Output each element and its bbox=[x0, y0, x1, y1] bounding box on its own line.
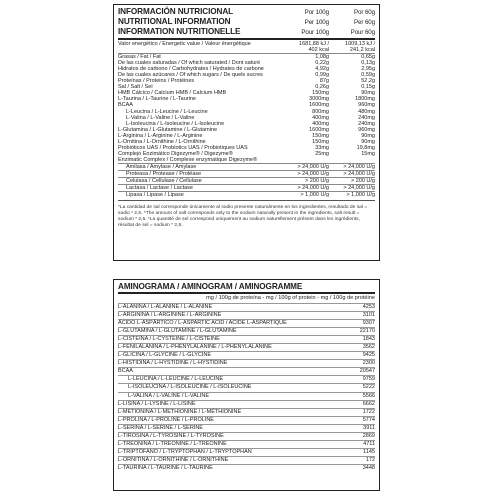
salt-footnote: *La cantidad de sal corresponde únicamente al sodio presente naturalmente en los ingredientes, resultado de sal = sodio * 2,5. *The amount of salt corresponds only to the sodium naturally present in the ingredients, salt result = sodium * 2,5. *La quantité de sel correspond uniquement au sodium naturellement présent dans les ingrédients, résultat de sel = sodium * 2,5. bbox=[118, 205, 368, 229]
nutrient-label: Amilasa / Amylase / Amylase bbox=[126, 163, 197, 170]
nutrition-header-title: INFORMACIÓN NUTRICIONAL bbox=[118, 7, 234, 16]
nutrient-row bbox=[118, 163, 375, 170]
amino-acid-value: 9307 bbox=[362, 320, 375, 327]
nutrition-facts-panel bbox=[113, 4, 380, 261]
nutrient-value-60g: 960mg bbox=[358, 102, 375, 109]
amino-acid-row bbox=[118, 448, 375, 456]
nutrition-header-row bbox=[118, 7, 375, 17]
amino-acid-label: L-FENILALANINA / L-PHENYLALANINE / L-PHENYLALANINE bbox=[118, 344, 272, 351]
amino-acid-row bbox=[118, 303, 375, 311]
amino-acid-label: L-GLICINA / L-GLYCINE / L-GLYCINE bbox=[118, 352, 212, 359]
amino-acid-value: 9425 bbox=[362, 352, 375, 359]
nutrient-row bbox=[118, 170, 375, 177]
nutrient-value-60g: 0,15g bbox=[361, 84, 375, 91]
nutrient-value-60g: 960mg bbox=[358, 126, 375, 133]
amino-acid-value: 5222 bbox=[362, 384, 375, 391]
nutrition-header-title: NUTRITIONAL INFORMATION bbox=[118, 17, 231, 26]
amino-acid-label: L-ARGININA / L-ARGININE / L-ARGININE bbox=[118, 312, 222, 319]
amino-acid-row bbox=[118, 351, 375, 359]
nutrient-label: L-Taurina / L-Taurine / L-Taurine bbox=[118, 96, 196, 103]
amino-acid-label: ÁCIDO L-ASPÁRTICO / L-ASPARTIC ACID / ACIDE L-ASPARTIQUE bbox=[118, 320, 287, 327]
amino-acid-label: L-METIONINA / L-METHIONINE / L-MÉTHIONINE bbox=[118, 408, 242, 415]
per-60g-header: Por 60g bbox=[354, 9, 375, 16]
nutrient-value-100g: 150mg bbox=[312, 132, 329, 139]
nutrient-value-60g: > 24,000 U/g bbox=[343, 163, 375, 170]
nutrient-label: Sal / Salt / Sel bbox=[118, 84, 153, 91]
per-60g-header: Per 60g bbox=[354, 19, 375, 26]
header-divider bbox=[118, 38, 375, 40]
nutrient-value-100g: > 24,000 U/g bbox=[297, 170, 329, 177]
amino-acid-row bbox=[118, 392, 375, 400]
amino-acid-label: L-TIROSINA / L-TYROSINE / L-TYROSINE bbox=[118, 432, 224, 439]
amino-acid-label: L-GLUTAMINA / L-GLUTAMINE / L-GLUTAMINE bbox=[118, 328, 237, 335]
amino-acid-value: 4253 bbox=[362, 304, 375, 310]
nutrient-label: Enzimatic Complex / Complexe enzymatique Digezyme® bbox=[118, 156, 258, 163]
nutrition-header-row bbox=[118, 17, 375, 27]
nutrient-value-100g: 1600mg bbox=[309, 126, 329, 133]
amino-acid-row bbox=[118, 335, 375, 343]
amino-acid-value: 1145 bbox=[363, 448, 375, 455]
amino-acid-label: L-ORNITINA / L-ORNITHINE / L-ORNITHINE bbox=[118, 456, 229, 463]
amino-acid-row bbox=[118, 432, 375, 440]
aminogram-title: AMINOGRAMA / AMINOGRAM / AMINOGRAMME bbox=[118, 282, 303, 291]
nutrient-label: De las cuales azúcares / Of which sugars / De quels sucres bbox=[118, 72, 263, 79]
nutrient-label: Lipasa / Lipase / Lipase bbox=[126, 192, 184, 199]
amino-acid-value: 172 bbox=[365, 456, 375, 463]
amino-acid-row bbox=[118, 400, 375, 408]
aminogram-panel bbox=[113, 279, 380, 491]
nutrient-label: L-Valina / L-Valine / L-Valine bbox=[126, 114, 195, 121]
nutrient-label: Celulasa / Cellulase / Cellulase bbox=[126, 178, 202, 185]
nutrient-value-100g: 1681,88 kJ / 402 kcal bbox=[299, 41, 329, 54]
amino-acid-row bbox=[118, 375, 375, 383]
nutrient-label: Proteasa / Protease / Protéase bbox=[126, 170, 202, 177]
nutrient-label: Probióticos UAS / Probiotics UAS / Probiotiques UAS bbox=[118, 144, 248, 151]
nutrient-value-60g: 52,2g bbox=[361, 78, 375, 85]
amino-acid-value: 3448 bbox=[362, 464, 375, 471]
amino-acid-value: 5566 bbox=[362, 392, 375, 399]
nutrient-value-60g: > 1,000 U/g bbox=[346, 192, 375, 199]
amino-acid-row bbox=[118, 416, 375, 424]
amino-acid-label: L-LEUCINA / L-LEUCINE / L-LEUCINE bbox=[128, 376, 224, 383]
nutrient-value-60g: > 24,000 U/g bbox=[343, 185, 375, 192]
nutrient-value-60g: 240mg bbox=[358, 120, 375, 127]
nutrient-value-100g: > 1,000 U/g bbox=[300, 192, 329, 199]
amino-acid-row bbox=[118, 440, 375, 448]
nutrient-value-100g: > 24,000 U/g bbox=[297, 163, 329, 170]
nutrient-value-60g: > 200 U/g bbox=[350, 178, 375, 185]
nutrient-value-100g: 400mg bbox=[312, 114, 329, 121]
amino-acid-row bbox=[118, 319, 375, 327]
amino-acid-label: L-TREONINA / L-TREONINE / L-TREONINE bbox=[118, 440, 227, 447]
nutrition-header-row bbox=[118, 27, 375, 37]
amino-acid-row bbox=[118, 408, 375, 416]
amino-acid-label: L-SERINA / L-SERINE / L-SERINE bbox=[118, 424, 203, 431]
nutrient-value-100g: 25mg bbox=[315, 150, 329, 157]
nutrient-row bbox=[118, 53, 375, 60]
nutrient-value-60g: 0,59g bbox=[361, 72, 375, 79]
nutrient-label: Lactasa / Lactase / Lactase bbox=[126, 185, 193, 192]
nutrient-label: L-Isoleucina / L-Isoleucine / L-Isoleucine bbox=[126, 120, 225, 127]
nutrient-value-100g: 33mg bbox=[315, 144, 329, 151]
nutrient-value-60g: 0,13g bbox=[361, 60, 375, 67]
nutrient-value-60g: 19,8mg bbox=[356, 144, 375, 151]
amino-acid-label: BCAA bbox=[118, 368, 133, 375]
per-100g-header: Pour 100g bbox=[301, 29, 329, 36]
nutrient-value-100g: 0,99g bbox=[315, 72, 329, 79]
nutrient-value-60g: 90mg bbox=[361, 90, 375, 97]
amino-acid-row bbox=[118, 383, 375, 391]
amino-acid-label: L-LISINA / L-LYSINE / L-LISINE bbox=[118, 400, 196, 407]
amino-acid-value: 1843 bbox=[362, 336, 375, 343]
nutrient-label: HMB Cálcico / Calcium HMB / Calcium HMB bbox=[118, 90, 227, 97]
amino-acid-value: 2869 bbox=[362, 432, 375, 439]
amino-acid-row bbox=[118, 327, 375, 335]
per-60g-header: Pour 60g bbox=[350, 29, 375, 36]
nutrient-value-100g: 150mg bbox=[312, 138, 329, 145]
nutrient-value-100g: > 200 U/g bbox=[304, 178, 329, 185]
nutrient-value-100g: 1600mg bbox=[309, 102, 329, 109]
nutrient-row bbox=[118, 41, 375, 53]
amino-acid-label: L-ISOLEUCINA / L-ISOLEUCINE / L-ISOLEUCINE bbox=[128, 384, 252, 391]
amino-acid-value: 4711 bbox=[363, 440, 375, 447]
nutrient-label: Grasas / Fat / Fat bbox=[118, 54, 161, 61]
nutrient-value-60g: > 24,000 U/g bbox=[343, 170, 375, 177]
nutrient-label: L-Ornitina / L-Ornithine / L-Ornithine bbox=[118, 138, 206, 145]
nutrient-label: BCAA bbox=[118, 102, 133, 109]
nutrient-label: Complejo Enzimático Digezyme® / Digezyme® bbox=[118, 150, 233, 157]
nutrient-value-60g: 480mg bbox=[358, 108, 375, 115]
amino-acid-value: 3101 bbox=[362, 312, 375, 319]
nutrient-label: Proteínas / Proteins / Protéines bbox=[118, 78, 195, 85]
nutrient-value-60g: 90mg bbox=[361, 138, 375, 145]
nutrient-label: Valor energético / Energetic value / Valeur énergétique bbox=[118, 41, 251, 47]
aminogram-unit-caption: mg / 100g de proteína - mg / 100g of protein - mg / 100g de protéine bbox=[206, 295, 375, 301]
nutrient-value-100g: 3000mg bbox=[309, 96, 329, 103]
nutrient-row bbox=[118, 184, 375, 191]
nutrient-value-100g: 87g bbox=[319, 78, 329, 85]
amino-acid-row bbox=[118, 359, 375, 367]
nutrient-value-100g: 150mg bbox=[312, 90, 329, 97]
nutrient-row bbox=[118, 191, 375, 198]
nutrient-value-100g: 4,92g bbox=[315, 66, 329, 73]
nutrient-value-100g: 800mg bbox=[312, 108, 329, 115]
amino-acid-value: 2300 bbox=[362, 360, 375, 367]
amino-acid-label: L-CISTEÍNA / L-CYSTEINE / L-CISTEINE bbox=[118, 336, 220, 343]
amino-acid-row bbox=[118, 367, 375, 375]
aminogram-table bbox=[118, 303, 375, 472]
amino-acid-value: 1722 bbox=[362, 408, 375, 415]
amino-acid-value: 20547 bbox=[359, 368, 375, 375]
amino-acid-value: 6662 bbox=[362, 400, 375, 407]
amino-acid-row bbox=[118, 456, 375, 464]
per-100g-header: Por 100g bbox=[304, 9, 329, 16]
nutrient-value-100g: > 24,000 U/g bbox=[297, 185, 329, 192]
nutrition-table bbox=[118, 41, 375, 198]
amino-acid-label: L-VALINA / L-VALINE / L-VALINE bbox=[128, 392, 210, 399]
nutrient-value-100g: 400mg bbox=[312, 120, 329, 127]
nutrient-value-60g: 1800mg bbox=[355, 96, 375, 103]
nutrient-value-100g: 0,26g bbox=[315, 84, 329, 91]
amino-acid-value: 22170 bbox=[359, 328, 375, 335]
amino-acid-row bbox=[118, 343, 375, 351]
nutrient-label: L-Arginina / L-Arginine / L-Arginine bbox=[118, 132, 203, 139]
amino-acid-label: L-TAURINA / L-TAURINE / L-TAURINE bbox=[118, 464, 213, 471]
nutrition-header-title: INFORMATION NUTRITIONELLE bbox=[118, 27, 241, 36]
per-100g-header: Per 100g bbox=[304, 19, 329, 26]
aminogram-title-divider bbox=[118, 292, 375, 294]
nutrient-value-60g: 2,95g bbox=[361, 66, 375, 73]
nutrient-value-60g: 15mg bbox=[361, 150, 375, 157]
nutrition-header bbox=[118, 7, 375, 37]
amino-acid-label: L-ALANINA / L-ALANINE / L-ALANINE bbox=[118, 304, 213, 310]
amino-acid-value: 9759 bbox=[362, 376, 375, 383]
nutrient-label: De las cuales saturadas / Of which saturated / Dont saturé bbox=[118, 60, 261, 67]
amino-acid-label: L-HISTIDINA / L-HYSTIDINE / L-HYSTIDINE bbox=[118, 360, 228, 367]
amino-acid-value: 3562 bbox=[362, 344, 375, 351]
amino-acid-row bbox=[118, 311, 375, 319]
nutrient-value-100g: 0,22g bbox=[315, 60, 329, 67]
amino-acid-row bbox=[118, 464, 375, 472]
nutrient-value-60g: 1009,13 kJ / 241,2 kcal bbox=[345, 41, 375, 54]
nutrient-row bbox=[118, 177, 375, 184]
nutrient-label: Hidratos de carbono / Carbohydrates / Hydrates de carbone bbox=[118, 66, 264, 73]
nutrient-value-60g: 0,65g bbox=[361, 54, 375, 61]
nutrient-value-100g: 1,08g bbox=[315, 54, 329, 61]
nutrient-value-60g: 90mg bbox=[361, 132, 375, 139]
nutrient-label: L-Leucina / L-Leucine / L-Leucine bbox=[126, 108, 208, 115]
amino-acid-value: 3911 bbox=[363, 424, 375, 431]
amino-acid-label: L-PROLINA / L-PROLINE / L-PROLINE bbox=[118, 416, 214, 423]
nutrient-value-60g: 240mg bbox=[358, 114, 375, 121]
amino-acid-row bbox=[118, 424, 375, 432]
amino-acid-label: L-TRIPTÓFANO / L-TRYPTOPHAN / L-TRYPTOPHAN bbox=[118, 448, 252, 455]
footnote-divider bbox=[118, 200, 375, 201]
nutrient-label: L-Glutamina / L-Glutamine / L-Glutamine bbox=[118, 126, 218, 133]
amino-acid-value: 5774 bbox=[362, 416, 375, 423]
